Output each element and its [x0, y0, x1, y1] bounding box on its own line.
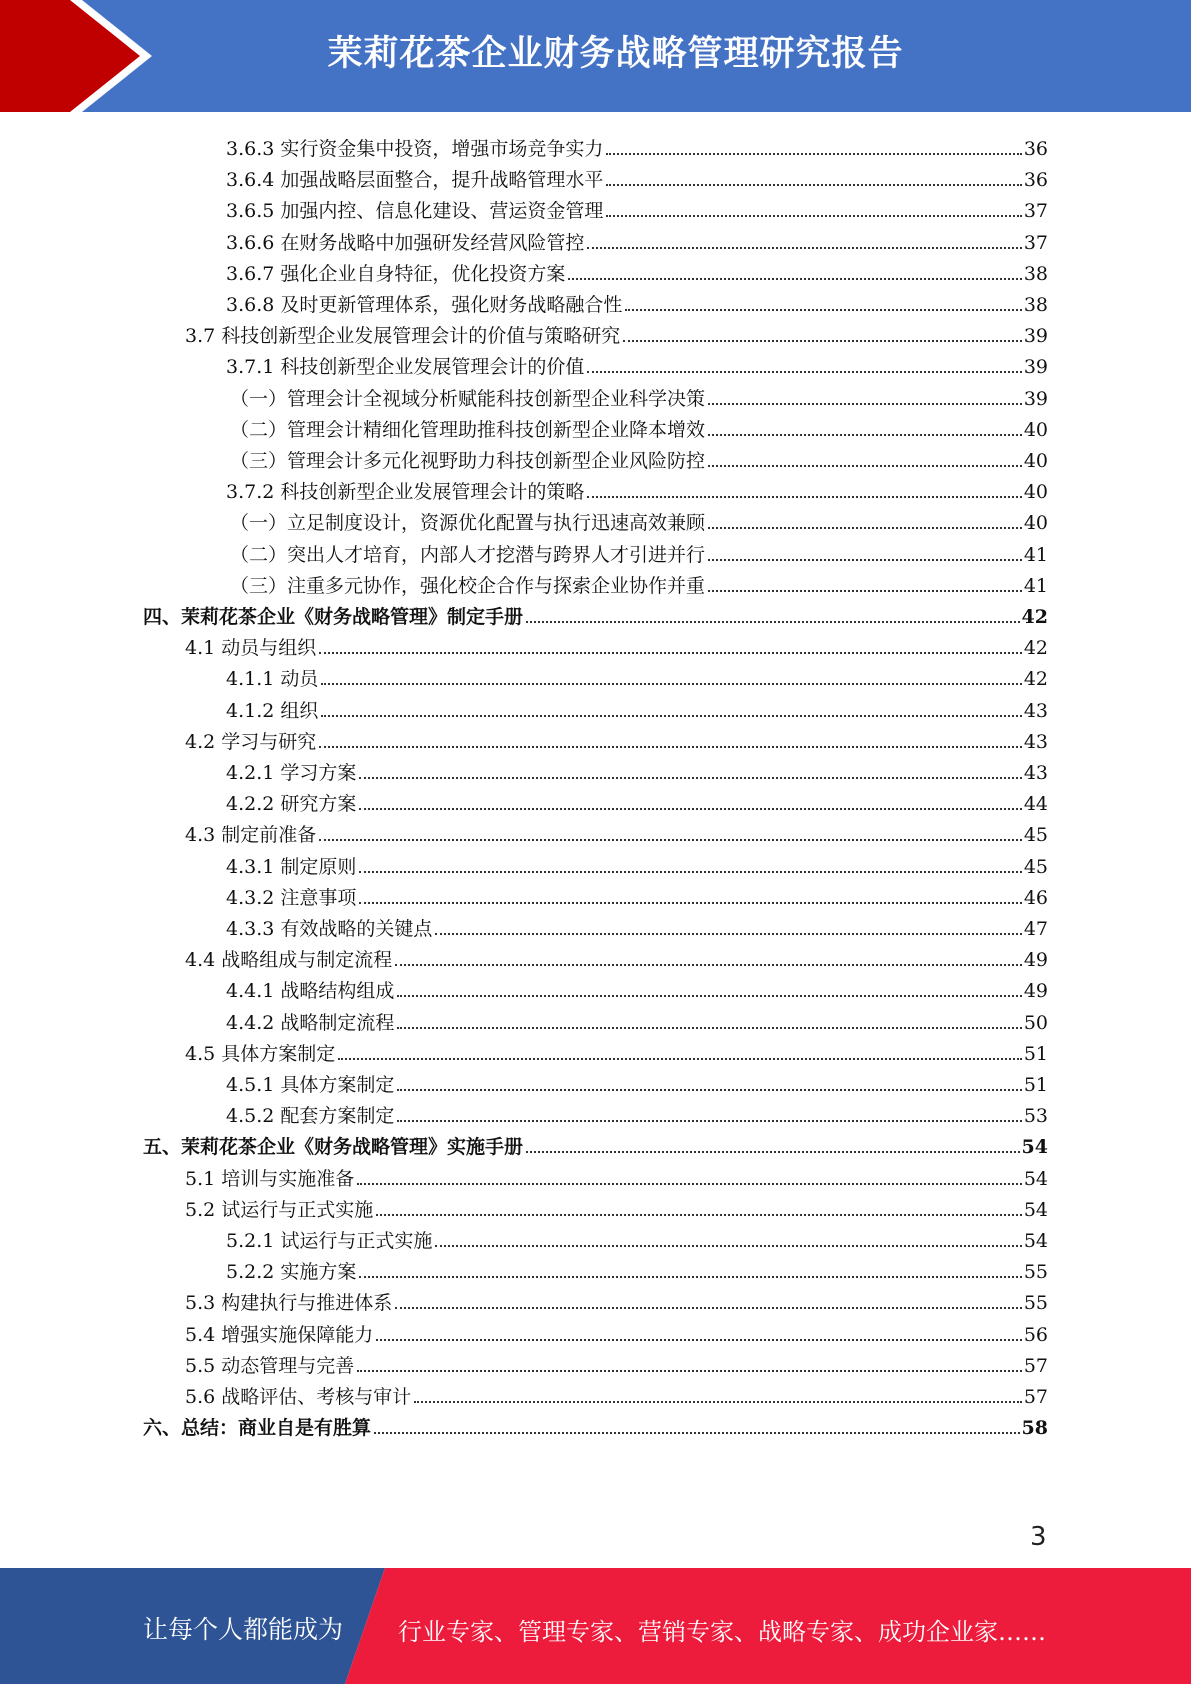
- toc-entry-label: 4.2 学习与研究: [185, 730, 317, 753]
- toc-entry-label: 3.7 科技创新型企业发展管理会计的价值与策略研究: [185, 325, 621, 348]
- toc-entry-label: 3.6.7 强化企业自身特征，优化投资方案: [226, 262, 566, 285]
- header-chevron-arrow: [0, 0, 144, 112]
- toc-entry-label: 3.6.4 加强战略层面整合，提升战略管理水平: [226, 169, 604, 192]
- toc-entry-label: 3.7.2 科技创新型企业发展管理会计的策略: [226, 481, 585, 504]
- toc-dot-leader: [395, 964, 1022, 966]
- toc-entry-label: （三）管理会计多元化视野助力科技创新型企业风险防控: [230, 450, 706, 472]
- toc-entry-page: 39: [1023, 356, 1048, 379]
- toc-entry-label: 5.2 试运行与正式实施: [185, 1198, 374, 1221]
- toc-entry[interactable]: [230, 502, 1048, 533]
- toc-entry-page: 49: [1023, 980, 1048, 1003]
- toc-entry-label: 4.1.1 动员: [226, 668, 319, 691]
- toc-dot-leader: [319, 839, 1022, 841]
- toc-dot-leader: [357, 1183, 1022, 1185]
- toc-entry-page: 55: [1023, 1292, 1048, 1315]
- toc-dot-leader: [321, 715, 1021, 717]
- toc-entry-label: 5.3 构建执行与推进体系: [185, 1292, 393, 1315]
- toc-entry-page: 42: [1023, 637, 1048, 660]
- toc-entry[interactable]: [230, 378, 1048, 409]
- toc-entry[interactable]: [226, 471, 1048, 502]
- toc-dot-leader: [526, 621, 1020, 623]
- toc-entry-page: 50: [1023, 1011, 1048, 1034]
- toc-entry-page: 57: [1023, 1354, 1048, 1377]
- toc-dot-leader: [708, 403, 1022, 405]
- toc-entry-label: 3.6.6 在财务战略中加强研发经营风险管控: [226, 231, 585, 254]
- toc-entry-page: 38: [1023, 294, 1048, 316]
- toc-entry[interactable]: [226, 877, 1048, 908]
- page-header: [0, 0, 1191, 112]
- toc-entry-page: 58: [1021, 1417, 1048, 1440]
- toc-entry-label: 4.5.2 配套方案制定: [226, 1105, 395, 1128]
- toc-entry[interactable]: [226, 658, 1048, 689]
- footer-slogan-right: 行业专家、管理专家、营销专家、战略专家、成功企业家……: [398, 1618, 1046, 1646]
- toc-entry-label: 4.3.2 注意事项: [226, 886, 357, 909]
- toc-entry-label: 5.2.2 实施方案: [226, 1261, 357, 1284]
- toc-entry-page: 40: [1023, 418, 1048, 441]
- toc-entry-label: 4.5.1 具体方案制定: [226, 1074, 395, 1096]
- toc-entry-page: 39: [1023, 325, 1048, 348]
- toc-entry-page: 54: [1023, 1167, 1048, 1190]
- toc-entry[interactable]: [226, 970, 1048, 1001]
- toc-entry-label: 四、茉莉花茶企业《财务战略管理》制定手册: [143, 606, 524, 628]
- toc-entry[interactable]: [226, 1002, 1048, 1033]
- toc-dot-leader: [526, 1151, 1020, 1153]
- toc-entry-label: 3.6.3 实行资金集中投资，增强市场竞争实力: [226, 138, 604, 160]
- toc-entry[interactable]: [226, 159, 1048, 190]
- toc-entry-page: 46: [1023, 886, 1048, 909]
- toc-entry[interactable]: [226, 284, 1048, 315]
- toc-dot-leader: [376, 1214, 1022, 1216]
- toc-entry-page: 45: [1023, 824, 1048, 847]
- toc-entry[interactable]: [226, 346, 1048, 377]
- toc-dot-leader: [435, 933, 1021, 935]
- toc-dot-leader: [397, 1089, 1021, 1091]
- toc-entry-label: （一）立足制度设计，资源优化配置与执行迅速高效兼顾: [230, 512, 706, 535]
- toc-entry-label: 5.2.1 试运行与正式实施: [226, 1230, 433, 1252]
- toc-dot-leader: [606, 153, 1021, 155]
- toc-entry[interactable]: [185, 721, 1048, 752]
- toc-entry-page: 51: [1023, 1074, 1048, 1096]
- toc-entry[interactable]: [185, 1314, 1048, 1345]
- toc-dot-leader: [397, 1120, 1021, 1122]
- toc-entry-label: 4.2.2 研究方案: [226, 793, 357, 816]
- toc-entry-label: 4.5 具体方案制定: [185, 1042, 336, 1065]
- toc-entry-page: 40: [1023, 512, 1048, 535]
- toc-entry[interactable]: [226, 908, 1048, 939]
- toc-dot-leader: [338, 1058, 1022, 1060]
- toc-entry[interactable]: [226, 1064, 1048, 1095]
- toc-entry-page: 39: [1023, 387, 1048, 410]
- toc-dot-leader: [587, 371, 1021, 373]
- toc-entry[interactable]: [185, 1158, 1048, 1189]
- toc-entry-label: 3.7.1 科技创新型企业发展管理会计的价值: [226, 356, 585, 379]
- toc-entry-page: 47: [1023, 918, 1048, 940]
- toc-entry[interactable]: [226, 222, 1048, 253]
- toc-entry-label: 3.6.5 加强内控、信息化建设、营运资金管理: [226, 200, 604, 223]
- toc-entry-label: 4.3.1 制定原则: [226, 855, 357, 878]
- toc-dot-leader: [587, 496, 1021, 498]
- toc-dot-leader: [359, 902, 1021, 904]
- toc-entry-label: （二）管理会计精细化管理助推科技创新型企业降本增效: [230, 418, 706, 441]
- toc-entry[interactable]: [143, 596, 1048, 627]
- toc-dot-leader: [374, 1432, 1020, 1434]
- toc-entry-label: 4.3.3 有效战略的关键点: [226, 918, 433, 940]
- toc-entry-label: 4.2.1 学习方案: [226, 762, 357, 784]
- toc-entry[interactable]: [185, 814, 1048, 845]
- toc-entry-page: 55: [1023, 1261, 1048, 1284]
- toc-entry[interactable]: [226, 752, 1048, 783]
- toc-entry[interactable]: [226, 1095, 1048, 1126]
- toc-entry-page: 36: [1023, 169, 1048, 192]
- toc-dot-leader: [319, 746, 1022, 748]
- toc-dot-leader: [606, 184, 1021, 186]
- toc-entry[interactable]: [185, 315, 1048, 346]
- toc-entry-page: 40: [1023, 450, 1048, 472]
- toc-entry-label: 4.1.2 组织: [226, 699, 319, 722]
- toc-entry-page: 37: [1023, 231, 1048, 254]
- toc-entry-page: 41: [1023, 574, 1048, 597]
- toc-dot-leader: [708, 590, 1022, 592]
- toc-dot-leader: [397, 995, 1021, 997]
- toc-entry-label: （三）注重多元协作，强化校企合作与探索企业协作并重: [230, 574, 706, 597]
- toc-entry[interactable]: [143, 1407, 1048, 1438]
- toc-entry[interactable]: [226, 253, 1048, 284]
- toc-dot-leader: [435, 1245, 1021, 1247]
- toc-entry[interactable]: [230, 409, 1048, 440]
- toc-dot-leader: [708, 434, 1022, 436]
- toc-dot-leader: [625, 309, 1021, 311]
- toc-entry-label: 4.4 战略组成与制定流程: [185, 949, 393, 972]
- toc-entry-page: 51: [1023, 1042, 1048, 1065]
- toc-entry[interactable]: [226, 1220, 1048, 1251]
- toc-dot-leader: [397, 1027, 1021, 1029]
- toc-dot-leader: [319, 652, 1022, 654]
- page-footer: [0, 1568, 1191, 1684]
- toc-entry-page: 45: [1023, 855, 1048, 878]
- toc-entry[interactable]: [230, 565, 1048, 596]
- toc-entry-label: 五、茉莉花茶企业《财务战略管理》实施手册: [143, 1136, 524, 1159]
- toc-dot-leader: [708, 465, 1022, 467]
- toc-entry-page: 54: [1021, 1136, 1048, 1159]
- toc-entry-label: 4.4.1 战略结构组成: [226, 980, 395, 1003]
- toc-dot-leader: [568, 278, 1021, 280]
- toc-entry[interactable]: [185, 939, 1048, 970]
- toc-dot-leader: [359, 777, 1021, 779]
- toc-dot-leader: [359, 808, 1021, 810]
- toc-entry[interactable]: [185, 627, 1048, 658]
- toc-entry-page: 38: [1023, 262, 1048, 285]
- toc-entry-label: 4.3 制定前准备: [185, 824, 317, 847]
- toc-entry[interactable]: [230, 440, 1048, 471]
- toc-entry-page: 43: [1023, 699, 1048, 722]
- toc-entry-page: 37: [1023, 200, 1048, 223]
- toc-dot-leader: [606, 215, 1021, 217]
- footer-slogan-left: 让每个人都能成为: [143, 1615, 344, 1644]
- toc-entry[interactable]: [226, 846, 1048, 877]
- toc-entry-label: 5.5 动态管理与完善: [185, 1354, 355, 1377]
- toc-entry-page: 44: [1023, 793, 1048, 816]
- report-title: 茉莉花茶企业财务战略管理研究报告: [327, 34, 904, 74]
- toc-entry-page: 41: [1023, 543, 1048, 566]
- toc-entry[interactable]: [226, 783, 1048, 814]
- toc-dot-leader: [708, 527, 1022, 529]
- toc-entry-page: 36: [1023, 138, 1048, 160]
- toc-entry-page: 56: [1023, 1323, 1048, 1346]
- toc-entry-page: 54: [1023, 1230, 1048, 1252]
- toc-entry[interactable]: [143, 1126, 1048, 1157]
- toc-entry-label: 4.1 动员与组织: [185, 637, 317, 660]
- toc-dot-leader: [321, 683, 1021, 685]
- toc-entry[interactable]: [226, 128, 1048, 159]
- toc-entry[interactable]: [226, 1251, 1048, 1282]
- toc-entry-label: 3.6.8 及时更新管理体系，强化财务战略融合性: [226, 294, 623, 316]
- toc-dot-leader: [376, 1339, 1022, 1341]
- toc-entry-page: 42: [1021, 606, 1048, 628]
- toc-dot-leader: [357, 1370, 1022, 1372]
- toc-entry-label: 5.4 增强实施保障能力: [185, 1323, 374, 1346]
- toc-dot-leader: [395, 1307, 1022, 1309]
- page-number: 3: [1030, 1522, 1047, 1552]
- toc-entry-label: 六、总结：商业自是有胜算: [143, 1417, 372, 1440]
- toc-entry-label: 5.6 战略评估、考核与审计: [185, 1386, 412, 1408]
- toc-dot-leader: [359, 871, 1021, 873]
- toc-entry-page: 49: [1023, 949, 1048, 972]
- toc-dot-leader: [623, 340, 1022, 342]
- toc-dot-leader: [359, 1276, 1021, 1278]
- toc-entry-page: 43: [1023, 730, 1048, 753]
- toc-dot-leader: [414, 1401, 1022, 1403]
- toc-entry-label: （二）突出人才培育，内部人才挖潜与跨界人才引进并行: [230, 543, 706, 566]
- toc-entry[interactable]: [185, 1189, 1048, 1220]
- toc-entry[interactable]: [226, 190, 1048, 221]
- toc-entry[interactable]: [226, 690, 1048, 721]
- toc-entry-page: 40: [1023, 481, 1048, 504]
- toc-entry[interactable]: [185, 1345, 1048, 1376]
- toc-entry-page: 42: [1023, 668, 1048, 691]
- toc-entry[interactable]: [185, 1033, 1048, 1064]
- toc-entry-label: 4.4.2 战略制定流程: [226, 1011, 395, 1034]
- toc-entry[interactable]: [185, 1282, 1048, 1313]
- toc-entry-label: （一）管理会计全视域分析赋能科技创新型企业科学决策: [230, 387, 706, 410]
- toc-dot-leader: [587, 247, 1021, 249]
- toc-entry-page: 57: [1023, 1386, 1048, 1408]
- toc-entry-page: 43: [1023, 762, 1048, 784]
- toc-entry-page: 53: [1023, 1105, 1048, 1128]
- toc-entry[interactable]: [185, 1376, 1048, 1407]
- toc-entry-label: 5.1 培训与实施准备: [185, 1167, 355, 1190]
- toc-entry-page: 54: [1023, 1198, 1048, 1221]
- toc-entry[interactable]: [230, 534, 1048, 565]
- toc-dot-leader: [708, 559, 1022, 561]
